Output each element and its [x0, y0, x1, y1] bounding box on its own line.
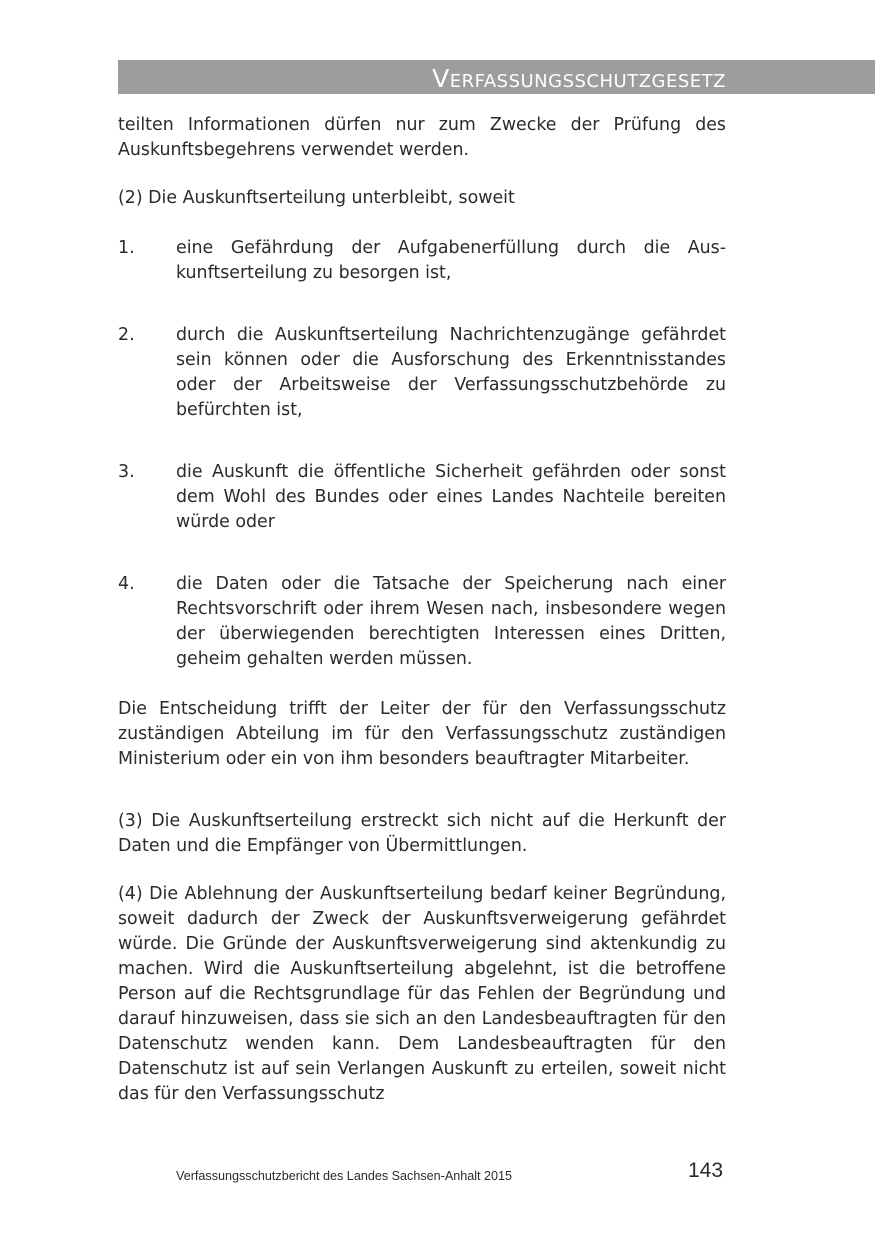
list-item-text: die Daten oder die Tatsache der Speicherung nach einer Rechtsvorschrift oder ihrem Wesen nach, insbesondere wegen der überwiegenden berechtigten Interessen eines Dritten, geheim gehalten werden müssen.: [176, 574, 726, 669]
paragraph-decision: Die Entscheidung trifft der Leiter der für den Verfassungsschutz zuständigen Abteilung im für den Verfassungsschutz zuständigen Ministerium oder ein von ihm besonders beauftragter Mitarbeiter.: [118, 699, 726, 769]
chapter-title: Verfassungsschutzgesetz: [432, 64, 726, 93]
list-item-text: die Auskunft die öffentliche Sicherheit gefährden oder sonst dem Wohl des Bundes oder eines Landes Nachteile bereiten würde oder: [176, 462, 726, 532]
list-item: [118, 236, 726, 286]
list-item-text: eine Gefährdung der Aufgabenerfüllung durch die Auskunftserteilung zu besorgen ist,: [176, 238, 726, 283]
list-item: [118, 323, 726, 423]
list-item-number: 4.: [118, 574, 135, 594]
list-item-number: 1.: [118, 238, 135, 258]
paragraph-4: (4) Die Ablehnung der Auskunftserteilung bedarf keiner Begründung, soweit dadurch der Zweck der Auskunftsverweigerung gefährdet würde. Die Gründe der Auskunftsverweigerung sind aktenkundig zu machen. Wird die Auskunftserteilung abgelehnt, ist die betroffene Person auf die Rechtsgrundlage für das Fehlen der Begründung und darauf hinzuweisen, dass sie sich an den Landesbeauftragten für den Datenschutz wenden kann. Dem Landesbeauftragten für den Datenschutz ist auf sein Verlangen Auskunft zu erteilen, soweit nicht das für den Verfassungsschutz: [118, 884, 726, 1104]
footer-source: Verfassungsschutzbericht des Landes Sachsen-Anhalt 2015: [176, 1169, 513, 1183]
exception-list: [118, 236, 726, 672]
list-item: [118, 572, 726, 672]
paragraph-2-intro: (2) Die Auskunftserteilung unterbleibt, soweit: [118, 188, 515, 208]
paragraph-continued: teilten Informationen dürfen nur zum Zwecke der Prüfung des Auskunftsbegehrens verwendet werden.: [118, 115, 726, 160]
page-body: [118, 113, 726, 1107]
list-item-number: 2.: [118, 325, 135, 345]
list-item: [118, 460, 726, 535]
list-item-number: 3.: [118, 462, 135, 482]
paragraph-3: (3) Die Auskunftserteilung erstreckt sich nicht auf die Herkunft der Daten und die Empfänger von Übermittlungen.: [118, 811, 726, 856]
page-number: 143: [688, 1159, 724, 1182]
list-item-text: durch die Auskunftserteilung Nachrichtenzugänge gefährdet sein können oder die Ausforschung des Erkenntnisstandes oder der Arbeitsweise der Verfassungsschutzbehörde zu befürchten ist,: [176, 325, 726, 420]
chapter-header-bar: [118, 60, 875, 94]
